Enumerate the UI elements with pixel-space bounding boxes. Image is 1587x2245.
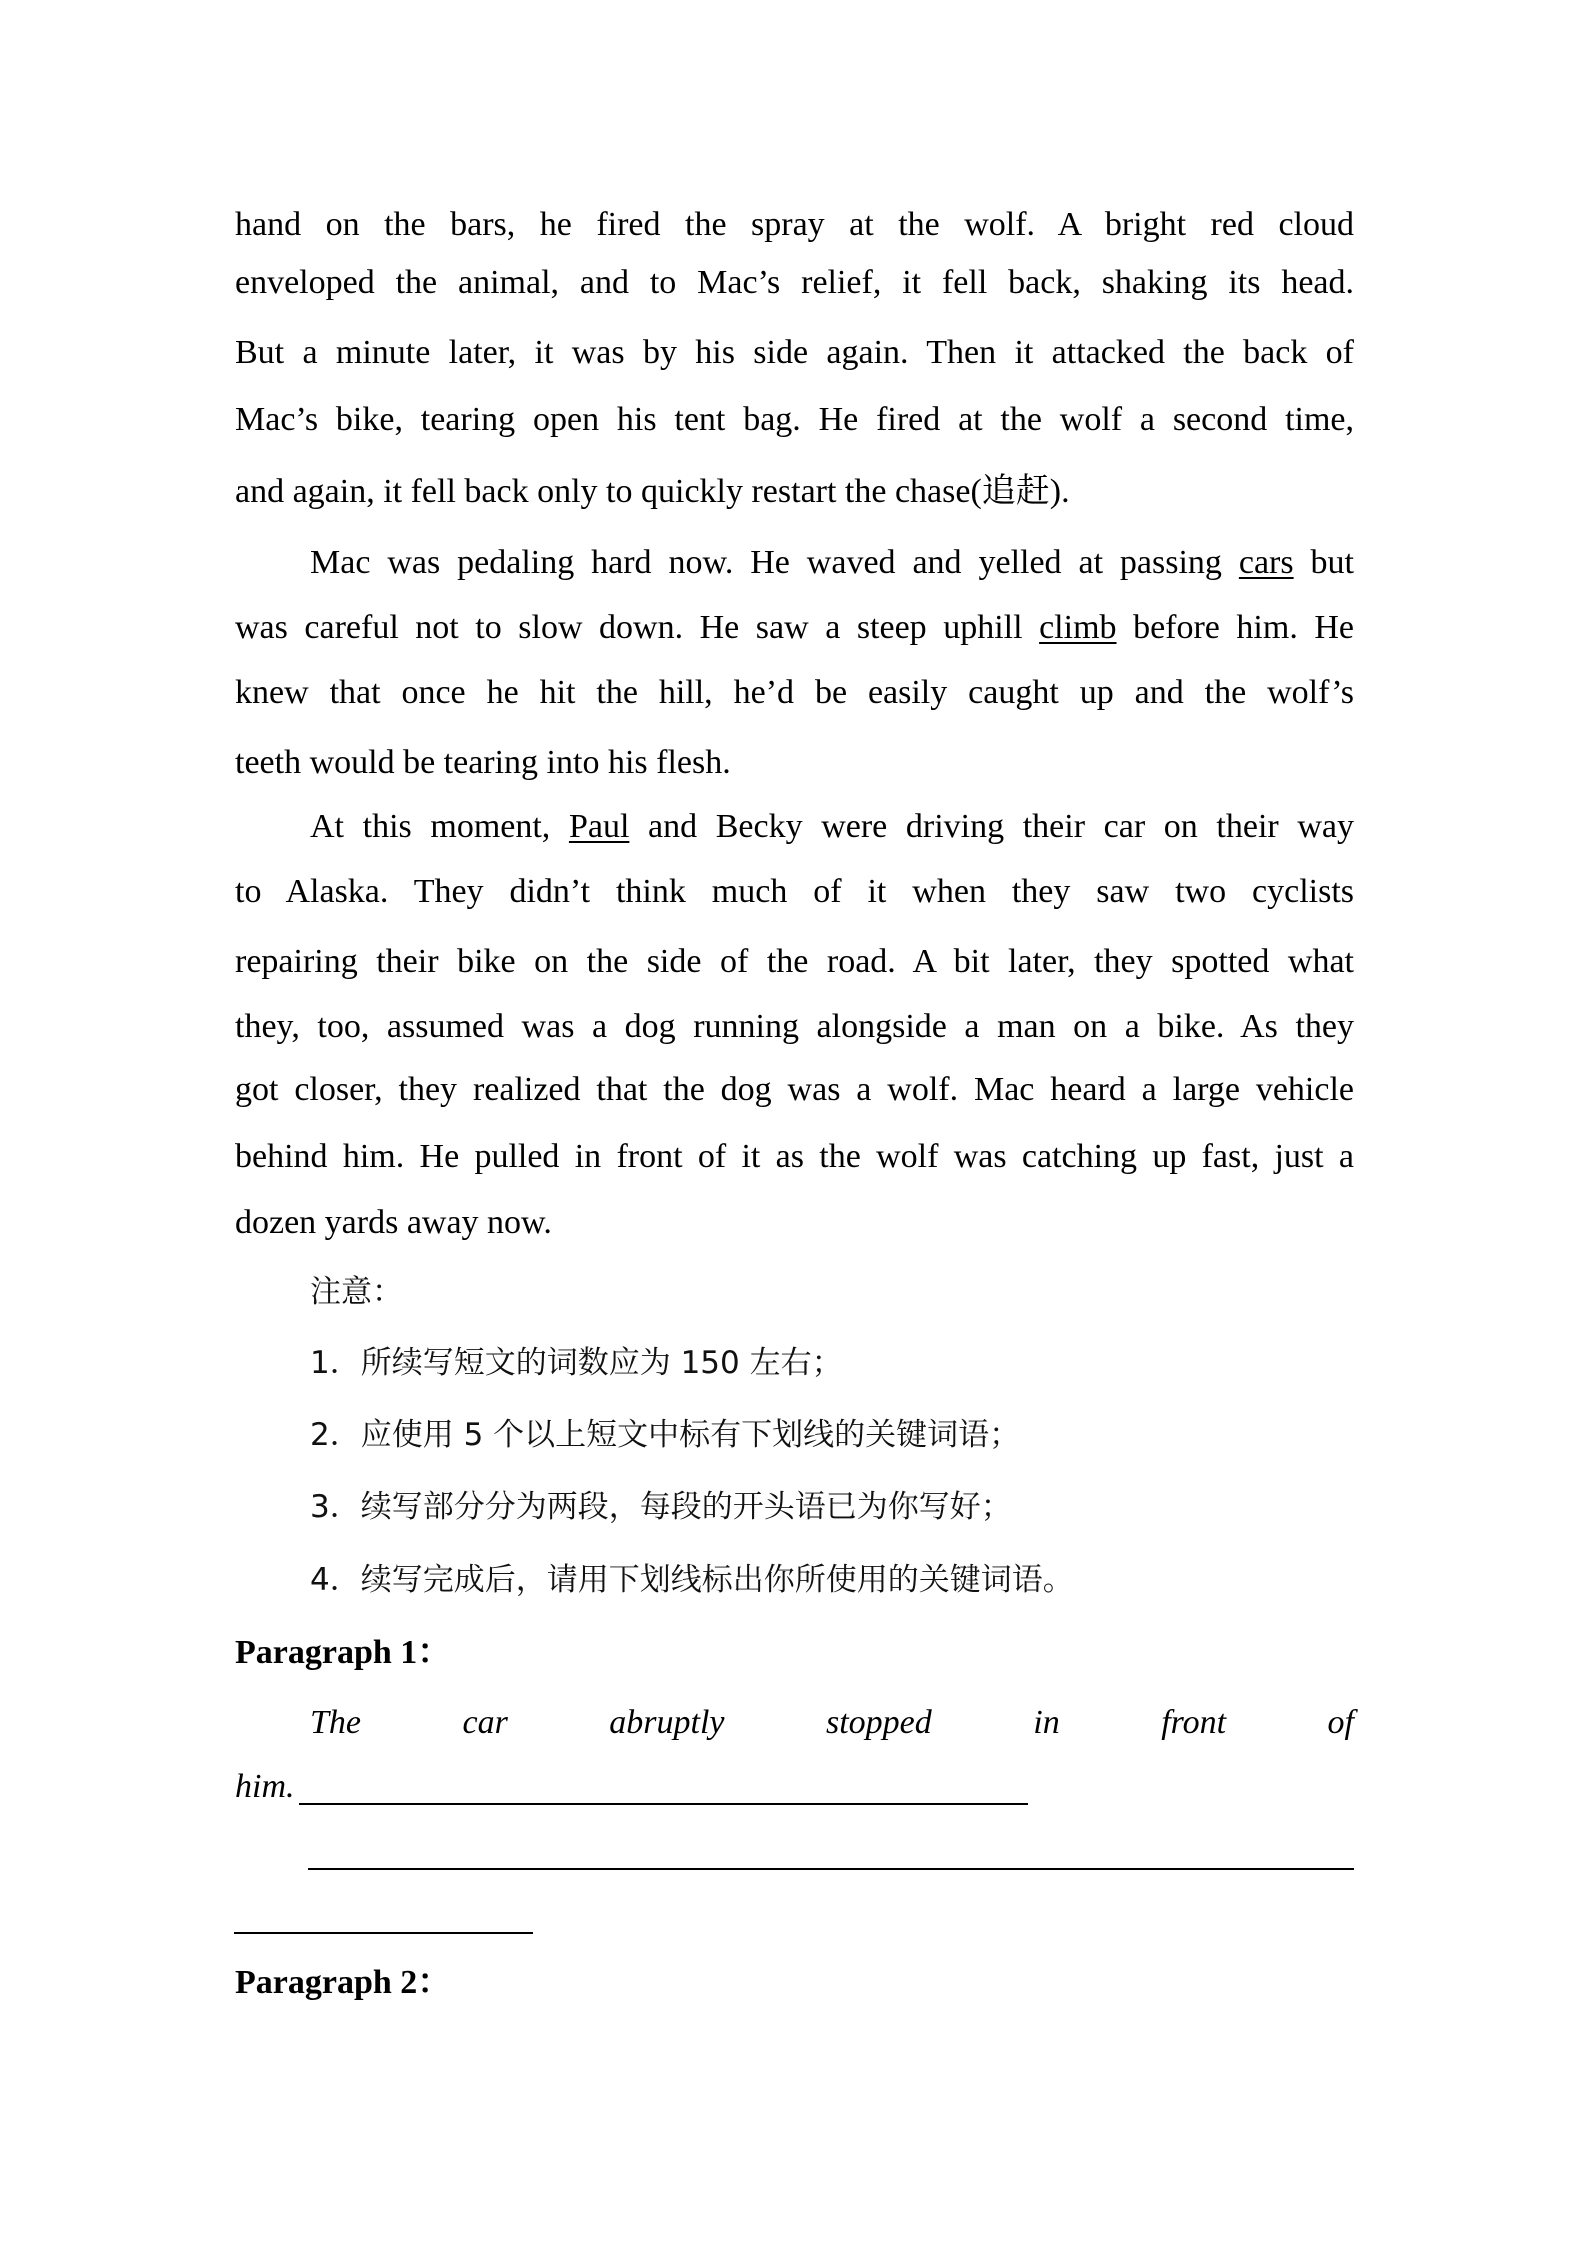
instruction-item: 2．应使用 5 个以上短文中标有下划线的关键词语； [310,1417,1021,1453]
instruction-item: 1．所续写短文的词数应为 150 左右； [310,1345,843,1381]
story-line: knew that once he hit the hill, he’d be easily caught up and the wolf’s [235,674,1354,711]
paragraph1-opening-line: The car abruptly stopped in front of [310,1704,1354,1741]
story-line: But a minute later, it was by his side again. Then it attacked the back of [235,334,1354,371]
keyword-cars: cars [1238,544,1294,581]
story-line [310,543,1354,583]
story-line: hand on the bars, he fired the spray at the wolf. A bright red cloud [235,206,1354,243]
keyword-climb: climb [1039,609,1117,646]
story-line: teeth would be tearing into his flesh. [235,744,731,781]
story-line: enveloped the animal, and to Mac’s relief, it fell back, shaking its head. [235,264,1354,301]
story-line: to Alaska. They didn’t think much of it when they saw two cyclists [235,873,1354,910]
story-line: repairing their bike on the side of the road. A bit later, they spotted what [235,943,1354,980]
instruction-item: 4．续写完成后，请用下划线标出你所使用的关键词语。 [310,1562,1074,1598]
story-line: dozen yards away now. [235,1204,552,1241]
paragraph1-heading: Paragraph 1： [235,1634,452,1671]
story-text: was careful not to slow down. He saw a steep uphill [235,609,1040,646]
story-line: got closer, they realized that the dog was a wolf. Mac heard a large vehicle [235,1071,1354,1108]
story-line: they, too, assumed was a dog running alongside a man on a bike. As they [235,1008,1354,1045]
story-text: At this moment, [310,808,569,845]
story-line: behind him. He pulled in front of it as the wolf was catching up fast, just a [235,1138,1354,1175]
story-line [235,608,1354,648]
answer-blank-line[interactable] [308,1868,1354,1870]
story-text: before him. He [1116,609,1354,646]
answer-blank-line[interactable] [299,1803,1028,1805]
story-text: but [1293,544,1354,581]
story-text: and Becky were driving their car on their way [629,808,1354,845]
story-line: Mac’s bike, tearing open his tent bag. He fired at the wolf a second time, [235,401,1354,438]
story-line: and again, it fell back only to quickly restart the chase(追赶). [235,473,1070,510]
keyword-paul: Paul [568,808,630,845]
instructions-title: 注意： [310,1274,403,1310]
instruction-item: 3．续写部分分为两段，每段的开头语已为你写好； [310,1489,1012,1525]
story-line [310,807,1354,847]
paragraph1-opening-line-end: him. [235,1768,295,1805]
paragraph2-heading: Paragraph 2： [235,1964,452,2001]
answer-blank-line[interactable] [234,1932,533,1934]
story-text: Mac was pedaling hard now. He waved and yelled at passing [310,544,1239,581]
